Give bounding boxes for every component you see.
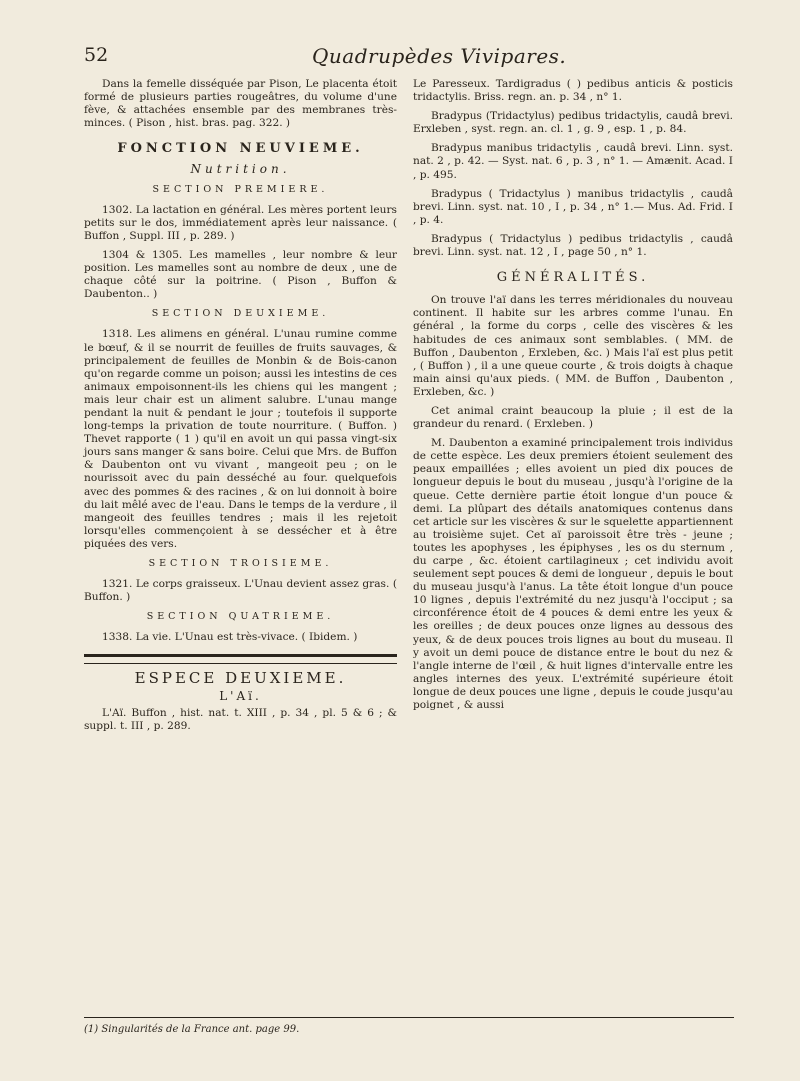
heading-section-2: SECTION DEUXIEME. xyxy=(151,308,330,320)
heading-section-1: SECTION PREMIERE. xyxy=(152,183,329,195)
paragraph-bradypus-3: Bradypus ( Tridactylus ) manibus tridactylis , caudâ brevi. Linn. syst. nat. 10 , I , p. 34 , n° 1.— Mus. Ad. Frid. I , p. 4. xyxy=(413,187,733,226)
paragraph-bradypus-1: Bradypus (Tridactylus) pedibus tridactylis, caudâ brevi. Erxleben , syst. regn. an. cl. 1 , g. 9 , esp. 1 , p. 84. xyxy=(413,110,733,136)
paragraph-1302: 1302. La lactation en général. Les mères portent leurs petits sur le dos, immédiatement après leur naissance. ( Buffon , Suppl. III , p. 289. ) xyxy=(84,203,397,242)
paragraph-1304: 1304 & 1305. Les mamelles , leur nombre & leur position. Les mamelles sont au nombre de deux , une de chaque côté sur la poitrine. ( Pison , Buffon & Daubenton.. ) xyxy=(84,248,397,301)
page-header xyxy=(84,44,734,70)
heading-nutrition: Nutrition. xyxy=(190,162,291,177)
left-column xyxy=(84,78,397,739)
running-title: Quadrupèdes Vivipares. xyxy=(312,44,567,68)
paragraph-generalites-2: Cet animal craint beaucoup la pluie ; il est de la grandeur du renard. ( Erxleben. ) xyxy=(413,404,733,431)
paragraph-placenta: Dans la femelle disséquée par Pison, Le placenta étoit formé de plusieurs parties rougeâtres, du volume d'une fève, & attachées ensemble par des membranes très-minces. ( Pison , hist. bras. pag. 322. ) xyxy=(84,78,397,130)
heading-espece: ESPECE DEUXIEME. xyxy=(134,669,347,688)
paragraph-paresseux: Le Paresseux. Tardigradus ( ) pedibus anticis & posticis tridactylis. Briss. regn. an. p. 34 , n° 1. xyxy=(413,78,733,104)
double-rule xyxy=(84,654,397,664)
heading-section-3: SECTION TROISIEME. xyxy=(148,558,333,569)
footnote: (1) Singularités de la France ant. page 99. xyxy=(84,1024,300,1035)
paragraph-bradypus-4: Bradypus ( Tridactylus ) pedibus tridactylis , caudâ brevi. Linn. syst. nat. 12 , I , page 50 , n° 1. xyxy=(413,232,733,259)
heading-ai: L'Aï. xyxy=(219,688,262,703)
paragraph-1338: 1338. La vie. L'Unau est très-vivace. ( Ibidem. ) xyxy=(102,631,358,644)
paragraph-ai: L'Aï. Buffon , hist. nat. t. XIII , p. 34 , pl. 5 & 6 ; & suppl. t. III , p. 289. xyxy=(84,706,397,732)
right-column xyxy=(413,78,733,718)
paragraph-1321: 1321. Le corps graisseux. L'Unau devient assez gras. ( Buffon. ) xyxy=(84,578,397,604)
heading-fonction: FONCTION NEUVIEME. xyxy=(117,141,364,157)
heading-generalites: GÉNÉRALITÉS. xyxy=(496,270,650,286)
paragraph-generalites-1: On trouve l'aï dans les terres méridionales du nouveau continent. Il habite sur les arbres comme l'unau. En général , la forme du corps , celle des viscères & les habitudes de ces animaux sont semblables. ( MM. de Buffon , Daubenton , Erxleben, &c. ) Mais l'aï est plus petit , ( Buffon ) , il a une queue courte , & trois doigts à chaque main ainsi qu'aux pieds. ( MM. de Buffon , Daubenton , Erxleben, &c. ) xyxy=(413,294,733,398)
footnote-rule xyxy=(84,1017,734,1018)
page-number: 52 xyxy=(84,44,109,66)
paragraph-generalites-3: M. Daubenton a examiné principalement trois individus de cette espèce. Les deux premiers étoient seulement des peaux empaillées ; elles avoient un pied dix pouces de longueur depuis le bout du museau , jusqu'à l'origine de la queue. Cette dernière partie étoit longue d'un pouce & demi. La plûpart des détails anatomiques contenus dans cet article sur les viscères & sur le squelette appartiennent au troisième sujet. Cet aï paroissoit être très - jeune ; toutes les apophyses , les épiphyses , les os du sternum , du carpe , &c. étoient cartilagineux ; cet individu avoit seulement sept pouces & demi de longueur , depuis le bout du museau jusqu'à l'anus. La tête étoit longue d'un pouce 10 lignes , depuis l'extrémité du nez jusqu'à l'occiput ; sa circonférence étoit de 4 pouces & demi entre les yeux & les oreilles ; de deux pouces onze lignes au dessous des yeux, & de deux pouces trois lignes au bout du museau. Il y avoit un demi pouce de distance entre le bout du nez & l'angle interne de l'œil , & huit lignes d'intervalle entre les angles internes des yeux. L'extrémité supérieure étoit longue de deux pouces une ligne , depuis le coude jusqu'au poignet , & aussi xyxy=(413,437,733,712)
paragraph-1318: 1318. Les alimens en général. L'unau rumine comme le bœuf, & il se nourrit de feuilles de fruits sauvages, & principalement de feuilles de Monbin & de Bois-canon qu'on regarde comme un poison; aussi les intestins de ces animaux empoisonnent-ils les chiens qui les mangent ; mais leur chair est un aliment salubre. L'unau mange pendant la nuit & pendant le jour ; toutefois il supporte long-temps la privation de toute nourriture. ( Buffon. ) Thevet rapporte ( 1 ) qu'il en avoit un qui passa vingt-six jours sans manger & sans boire. Celui que Mrs. de Buffon & Daubenton ont vu vivant , mangeoit peu ; on le nourissoit avec du pain desséché au four. quelquefois avec des pommes & des racines , & on lui donnoit à boire du lait mêlé avec de l'eau. Dans le temps de la verdure , il mangeoit des feuilles tendres ; mais il les rejetoit lorsqu'elles commençoient à se dessécher et à être piquées des vers. xyxy=(84,328,397,550)
paragraph-bradypus-2: Bradypus manibus tridactylis , caudâ brevi. Linn. syst. nat. 2 , p. 42. — Syst. nat. 6 , p. 3 , n° 1. — Amænit. Acad. I , p. 495. xyxy=(413,142,733,181)
heading-section-4: SECTION QUATRIEME. xyxy=(146,611,335,623)
